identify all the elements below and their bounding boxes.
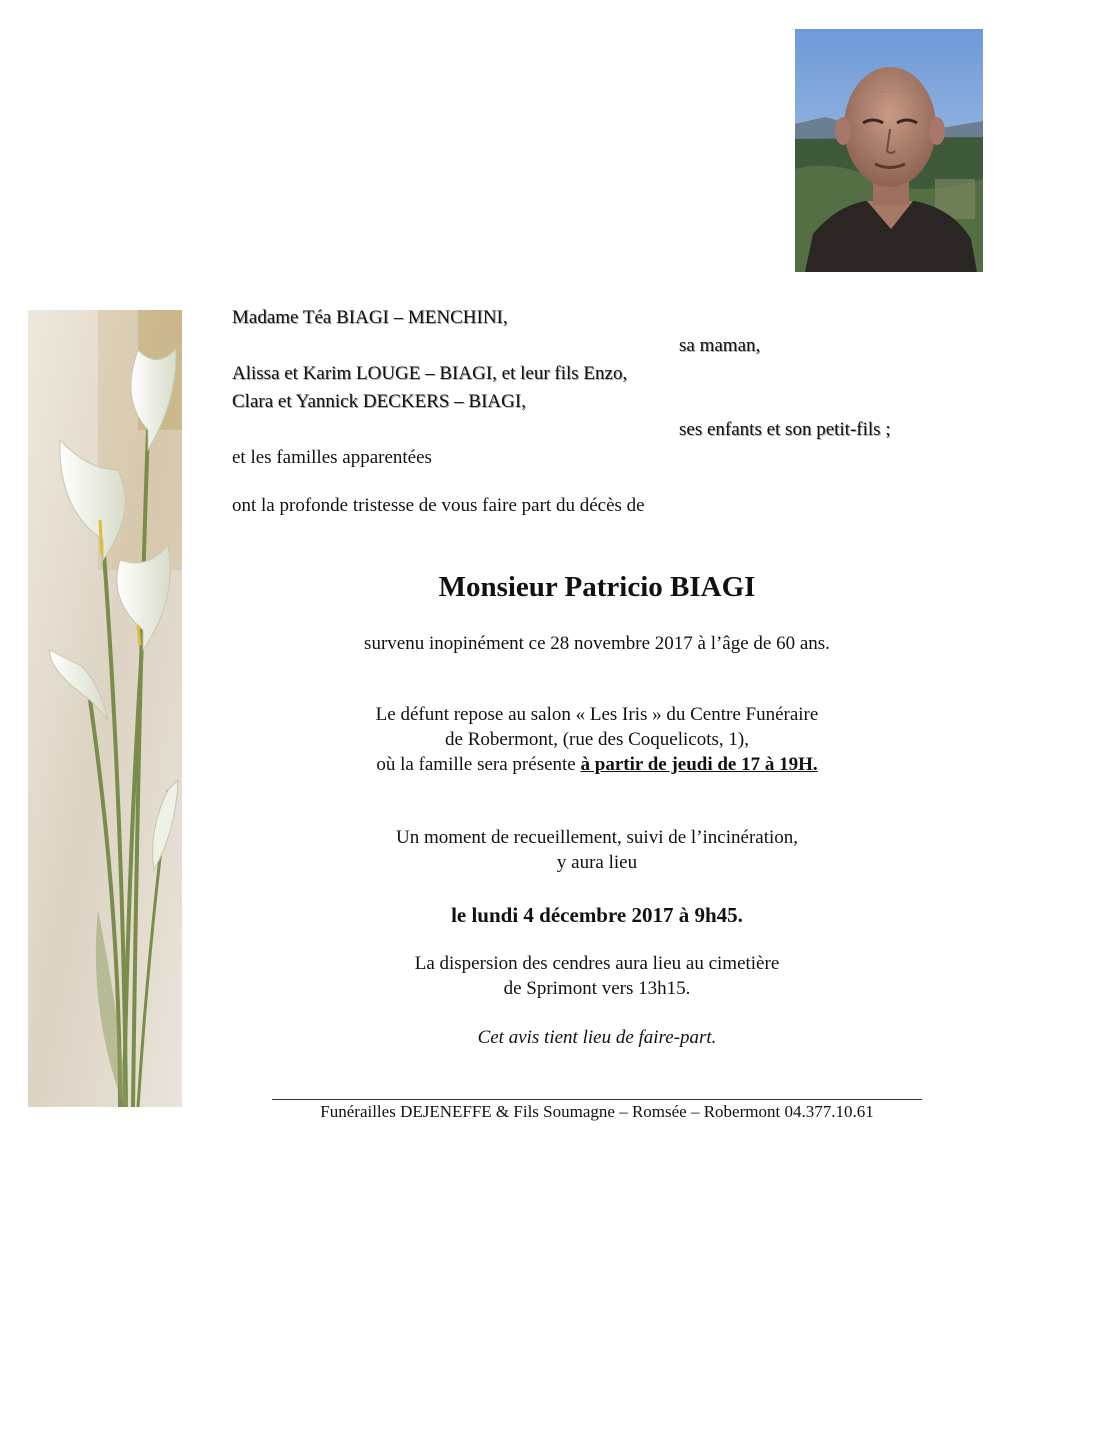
child-line-2: Clara et Yannick DECKERS – BIAGI,	[232, 391, 526, 412]
visitation-hours: à partir de jeudi de 17 à 19H.	[580, 754, 818, 775]
lily-flowers-icon	[28, 310, 182, 1107]
visitation-line-2: de Robermont, (rue des Coquelicots, 1),	[445, 729, 749, 750]
ceremony-line-1: Un moment de recueillement, suivi de l’incinération,	[395, 827, 799, 848]
ceremony-line-2: y aura lieu	[556, 852, 638, 873]
announcement-intro: ont la profonde tristesse de vous faire part du décès de	[232, 495, 645, 516]
funeral-home-footer: Funérailles DEJENEFFE & Fils Soumagne – Romsée – Robermont 04.377.10.61	[320, 1102, 874, 1121]
footer-divider	[272, 1099, 922, 1100]
dispersion-line-2: de Sprimont vers 13h15.	[503, 978, 691, 999]
mother-name: Madame Téa BIAGI – MENCHINI,	[232, 307, 508, 328]
notice-text: Cet avis tient lieu de faire-part.	[477, 1027, 717, 1048]
death-details: survenu inopinément ce 28 novembre 2017 à l’âge de 60 ans.	[364, 633, 830, 654]
deceased-name: Monsieur Patricio BIAGI	[438, 571, 756, 603]
child-line-1: Alissa et Karim LOUGE – BIAGI, et leur fils Enzo,	[232, 363, 628, 384]
portrait-illustration	[795, 29, 983, 272]
dispersion-line-1: La dispersion des cendres aura lieu au cimetière	[414, 953, 780, 974]
visitation-line-1: Le défunt repose au salon « Les Iris » du Centre Funéraire	[375, 704, 819, 725]
visitation-line-3	[232, 753, 962, 777]
mother-relation: sa maman,	[679, 335, 761, 356]
ceremony-date: le lundi 4 décembre 2017 à 9h45.	[451, 903, 743, 927]
portrait-photo	[795, 29, 983, 272]
visitation-prefix: où la famille sera présente	[376, 754, 581, 775]
children-relation: ses enfants et son petit-fils ;	[679, 419, 891, 440]
calla-lily-illustration	[28, 310, 182, 1107]
relatives-line: et les familles apparentées	[232, 447, 432, 468]
